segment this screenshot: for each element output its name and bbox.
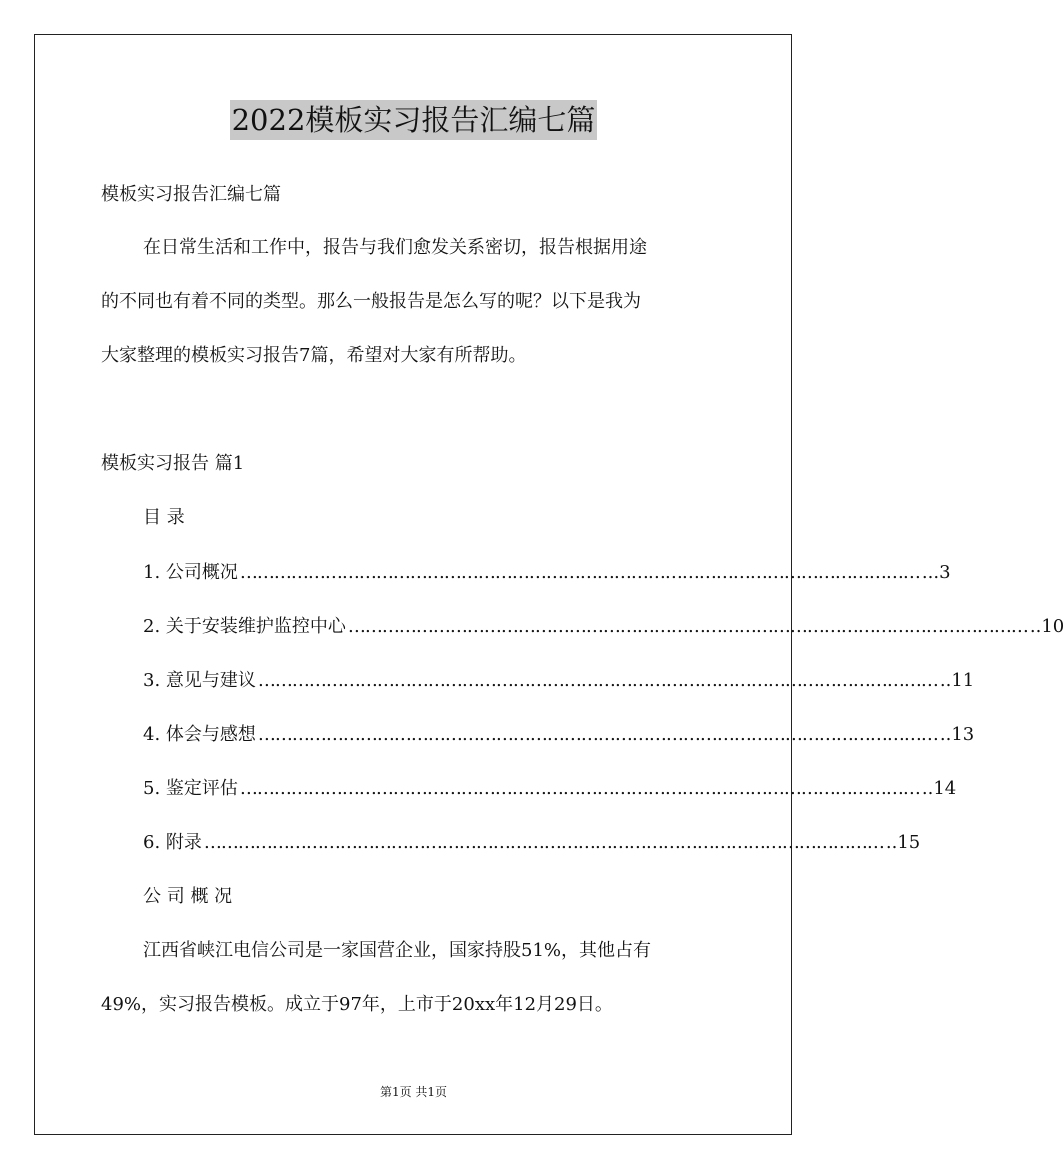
toc-entry-label: 4. 体会与感想	[143, 724, 256, 745]
toc-entry-page: ..14	[921, 778, 957, 799]
toc-entry	[143, 831, 921, 855]
toc-heading: 目 录	[143, 507, 185, 528]
toc-entry-label: 5. 鉴定评估	[143, 778, 238, 799]
toc-entry-page: ..10	[1029, 616, 1064, 637]
toc-entry-label: 3. 意见与建议	[143, 670, 256, 691]
body-line-1: 江西省峡江电信公司是一家国营企业，国家持股51%，其他占有	[143, 940, 652, 961]
document-subtitle: 模板实习报告汇编七篇	[101, 184, 281, 205]
toc-entry	[143, 777, 957, 801]
toc-leader-dots: …………………………………………………………………………………………………………	[203, 832, 884, 853]
intro-line-3: 大家整理的模板实习报告7篇，希望对大家有所帮助。	[101, 345, 527, 366]
company-heading: 公 司 概 况	[143, 886, 233, 907]
toc-entry	[143, 615, 1064, 639]
toc-entry-label: 2. 关于安装维护监控中心	[143, 616, 346, 637]
body-line-2: 49%，实习报告模板。成立于97年，上市于20xx年12月29日。	[101, 994, 613, 1015]
document-title: 2022模板实习报告汇编七篇	[230, 100, 598, 140]
toc-entry	[143, 723, 975, 747]
toc-entry-page: ...3	[921, 562, 951, 583]
toc-entry-label: 1. 公司概况	[143, 562, 238, 583]
toc-leader-dots: …………………………………………………………………………………………………………	[239, 778, 920, 799]
intro-line-2: 的不同也有着不同的类型。那么一般报告是怎么写的呢？以下是我为	[101, 291, 641, 312]
toc-entry	[143, 561, 951, 585]
intro-line-1: 在日常生活和工作中，报告与我们愈发关系密切，报告根据用途	[143, 237, 647, 258]
toc-leader-dots: …………………………………………………………………………………………………………	[257, 724, 938, 745]
title-container	[0, 100, 827, 140]
toc-entry-page: ..13	[939, 724, 975, 745]
toc-entry-page: ..11	[939, 670, 975, 691]
toc-entry-page: ..15	[885, 832, 921, 853]
toc-leader-dots: …………………………………………………………………………………………………………	[239, 562, 920, 583]
toc-entry	[143, 669, 975, 693]
page-footer: 第1页 共1页	[379, 1085, 448, 1099]
toc-leader-dots: …………………………………………………………………………………………………………	[257, 670, 938, 691]
toc-leader-dots: …………………………………………………………………………………………………………	[347, 616, 1028, 637]
section-heading: 模板实习报告 篇1	[101, 453, 245, 474]
toc-entry-label: 6. 附录	[143, 832, 202, 853]
